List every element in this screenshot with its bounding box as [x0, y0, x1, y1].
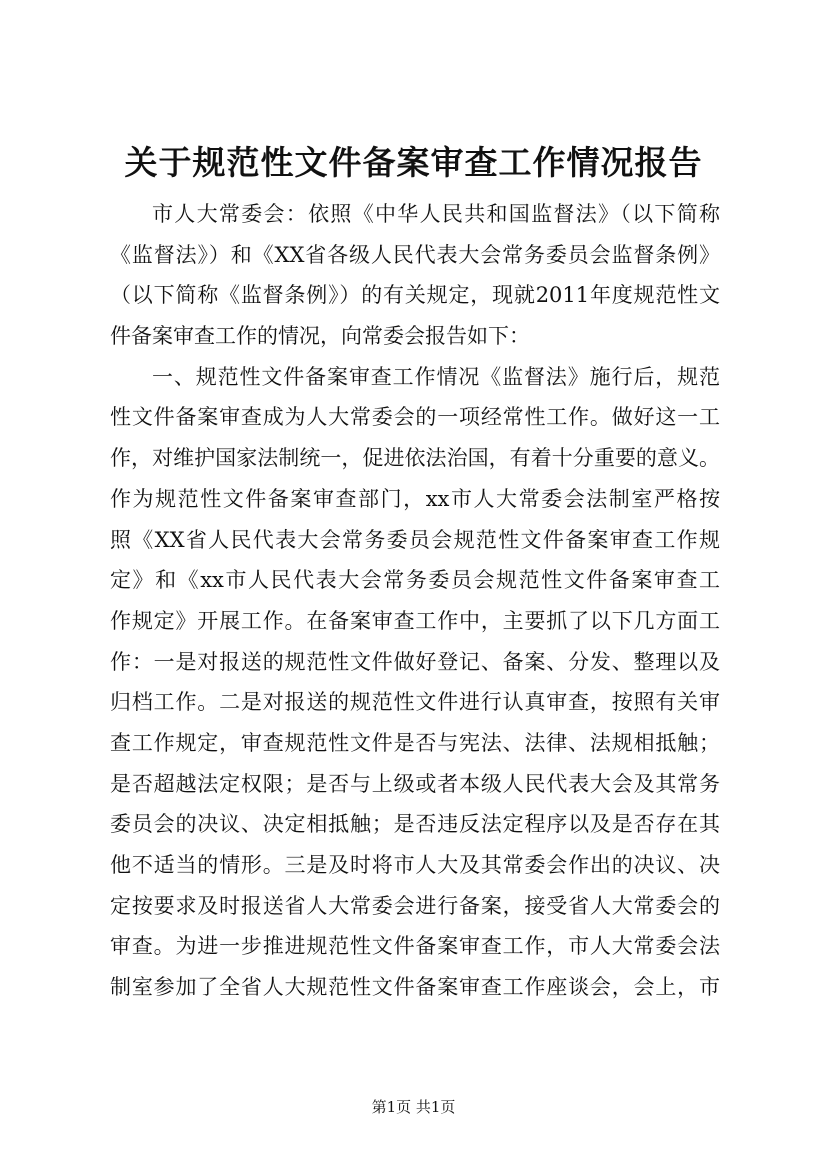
body-line: 照《XX省人民代表大会常务委员会规范性文件备案审查工作规: [110, 527, 720, 552]
body-line: 查工作规定，审查规范性文件是否与宪法、法律、法规相抵触；: [110, 730, 720, 755]
body-line: 审查。为进一步推进规范性文件备案审查工作，市人大常委会法: [110, 934, 720, 959]
body-line: 性文件备案审查成为人大常委会的一项经常性工作。做好这一工: [110, 405, 720, 430]
body-line: 一、规范性文件备案审查工作情况《监督法》施行后，规范: [152, 364, 720, 389]
body-line: 作：一是对报送的规范性文件做好登记、备案、分发、整理以及: [110, 649, 720, 674]
body-line: 《监督法》）和《XX省各级人民代表大会常务委员会监督条例》: [110, 242, 720, 267]
body-line: 制室参加了全省人大规范性文件备案审查工作座谈会，会上，市: [110, 975, 720, 1000]
document-body: [110, 194, 720, 1008]
page-number-footer: 第1页 共1页: [371, 1098, 456, 1116]
body-line: 件备案审查工作的情况，向常委会报告如下：: [110, 324, 530, 349]
body-line: 作，对维护国家法制统一，促进依法治国，有着十分重要的意义。: [110, 446, 720, 471]
body-line: 市人大常委会：依照《中华人民共和国监督法》（以下简称: [152, 202, 720, 226]
body-line: 是否超越法定权限；是否与上级或者本级人民代表大会及其常务: [110, 771, 720, 796]
body-line: 作规定》开展工作。在备案审查工作中，主要抓了以下几方面工: [110, 608, 720, 633]
body-line: 作为规范性文件备案审查部门，xx市人大常委会法制室严格按: [110, 486, 720, 511]
body-line: （以下简称《监督条例》）的有关规定，现就2011年度规范性文: [110, 283, 720, 308]
body-line: 定按要求及时报送省人大常委会进行备案，接受省人大常委会的: [110, 893, 720, 918]
body-line: 定》和《xx市人民代表大会常务委员会规范性文件备案审查工: [110, 568, 720, 593]
body-line: 委员会的决议、决定相抵触；是否违反法定程序以及是否存在其: [110, 812, 720, 837]
document-title: 关于规范性文件备案审查工作情况报告: [124, 143, 703, 182]
body-line: 归档工作。二是对报送的规范性文件进行认真审查，按照有关审: [110, 690, 720, 715]
body-line: 他不适当的情形。三是及时将市人大及其常委会作出的决议、决: [110, 853, 720, 877]
